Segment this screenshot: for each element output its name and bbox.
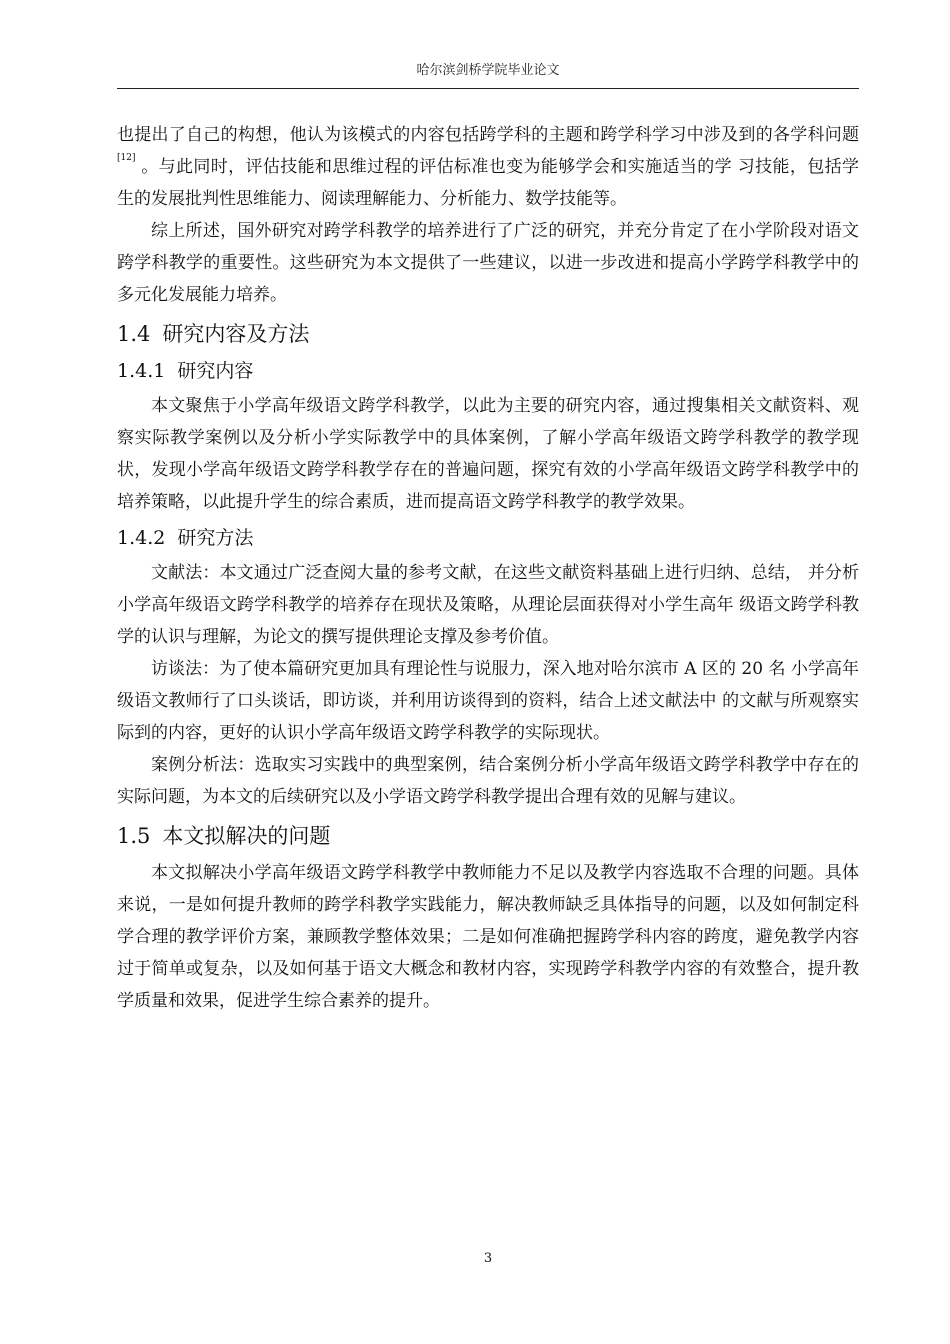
paragraph: 本文拟解决小学高年级语文跨学科教学中教师能力不足以及教学内容选取不合理的问题。具体来说，一是如何提升教师的跨学科教学实践能力，解决教师缺乏具体指导的问题，以及如何制定科学合理的教学评价方案，兼顾教学整体效果；二是如何准确把握跨学科内容的跨度，避免教学内容过于简单或复杂，以及如何基于语文大概念和教材内容，实现跨学科教学内容的有效整合，提升教学质量和效果，促进学生综合素养的提升。: [117, 863, 859, 1011]
paragraph: 综上所述，国外研究对跨学科教学的培养进行了广泛的研究，并充分肯定了在小学阶段对语文跨学科教学的重要性。这些研究为本文提供了一些建议，以进一步改进和提高小学跨学科教学中的多元化发展能力培养。: [117, 221, 859, 305]
section-heading-1-4: 1.4 研究内容及方法: [117, 322, 310, 346]
document-body: [117, 119, 859, 1017]
section-heading-1-4-1: 1.4.1 研究内容: [117, 360, 254, 382]
section-heading-1-4-2: 1.4.2 研究方法: [117, 527, 254, 549]
section-heading-1-5: 1.5 本文拟解决的问题: [117, 824, 331, 848]
header-rule: [117, 88, 859, 89]
page-number: 3: [483, 1251, 493, 1266]
paragraph: 文献法：本文通过广泛查阅大量的参考文献，在这些文献资料基础上进行归纳、总结， 并分析小学高年级语文跨学科教学的培养存在现状及策略，从理论层面获得对小学生高年 级语文跨学科教学的认识与理解，为论文的撰写提供理论支撑及参考价值。: [117, 563, 859, 647]
paragraph: 也提出了自己的构想，他认为该模式的内容包括跨学科的主题和跨学科学习中涉及到的各学科问题[12] 。与此同时，评估技能和思维过程的评估标准也变为能够学会和实施适当的学 习技能，包括学生的发展批判性思维能力、阅读理解能力、分析能力、数学技能等。: [117, 125, 859, 209]
citation: [12]: [117, 153, 136, 163]
page-header: 哈尔滨剑桥学院毕业论文: [416, 63, 560, 78]
paragraph: 访谈法：为了使本篇研究更加具有理论性与说服力，深入地对哈尔滨市 A 区的 20 名 小学高年级语文教师行了口头谈话，即访谈，并利用访谈得到的资料，结合上述文献法中 的文献与所观察实际到的内容，更好的认识小学高年级语文跨学科教学的实际现状。: [117, 659, 859, 743]
paragraph: 本文聚焦于小学高年级语文跨学科教学，以此为主要的研究内容，通过搜集相关文献资料、观察实际教学案例以及分析小学实际教学中的具体案例，了解小学高年级语文跨学科教学的教学现状，发现小学高年级语文跨学科教学存在的普遍问题，探究有效的小学高年级语文跨学科教学中的培养策略，以此提升学生的综合素质，进而提高语文跨学科教学的教学效果。: [117, 396, 859, 512]
paragraph: 案例分析法：选取实习实践中的典型案例，结合案例分析小学高年级语文跨学科教学中存在的实际问题，为本文的后续研究以及小学语文跨学科教学提出合理有效的见解与建议。: [117, 755, 859, 807]
